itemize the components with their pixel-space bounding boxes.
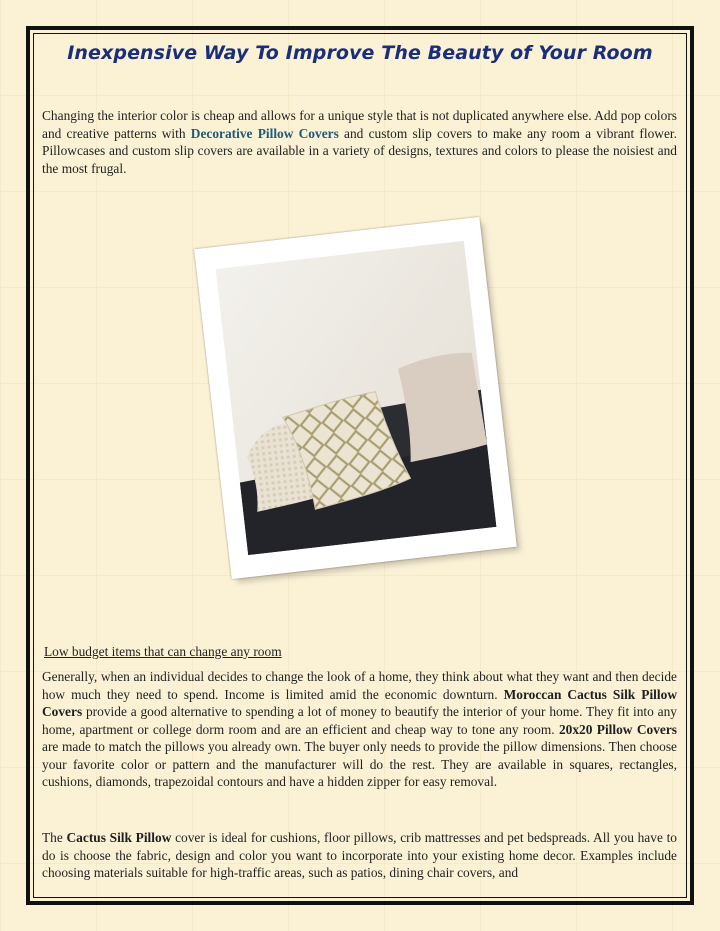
pillow-photo-image xyxy=(215,241,496,555)
paragraph-text: Generally, when an individual decides to change the look of a home, they think about what they want and then decide how much they need to spend. Income is limited amid the economic downturn. xyxy=(42,669,677,702)
paragraph-intro xyxy=(42,107,677,177)
paragraph-text: cover is ideal for cushions, floor pillows, crib mattresses and pet bedspreads. All you have to do is choose the fabric, design and color you want to incorporate into your existing home decor. Examples include choosing materials suitable for high-traffic areas, such as patios, dining chair covers, and xyxy=(42,830,677,880)
paragraph-text: are made to match the pillows you already own. The buyer only needs to provide the pillow dimensions. Then choose your favorite color or pattern and the manufacturer will do the rest. They are available in squares, rectangles, cushions, diamonds, trapezoidal contours and have a hidden zipper for easy removal. xyxy=(42,739,677,789)
20x20-pillow-covers-text: 20x20 Pillow Covers xyxy=(558,721,677,737)
paragraph-text: The xyxy=(42,830,67,845)
pillow-photo xyxy=(194,217,517,579)
paragraph-cactus xyxy=(42,829,677,882)
paragraph-text: Changing the interior color is cheap and allows for a unique style that is not duplicated anywhere else. Add pop colors and creative patterns with xyxy=(42,108,677,141)
cactus-silk-pillow-text: Cactus Silk Pillow xyxy=(66,830,172,845)
paragraph-text: and custom slip covers to make any room a vibrant flower. Pillowcases and custom slip covers are available in a variety of designs, textures and colors to please the noisiest and the most frugal. xyxy=(42,125,677,176)
moroccan-cactus-silk-pillow-covers-text: Moroccan Cactus Silk Pillow Covers xyxy=(42,686,677,719)
decorative-pillow-covers-link[interactable]: Decorative Pillow Covers xyxy=(190,125,339,141)
paragraph-budget xyxy=(42,668,677,791)
section-subheading: Low budget items that can change any room xyxy=(44,644,282,659)
paragraph-text: provide a good alternative to spending a lot of money to beautify the interior of your home. They fit into any home, apartment or college dorm room and are an efficient and cheap way to tone any room. xyxy=(42,704,677,737)
document-title: Inexpensive Way To Improve The Beauty of Your Room xyxy=(67,42,653,64)
